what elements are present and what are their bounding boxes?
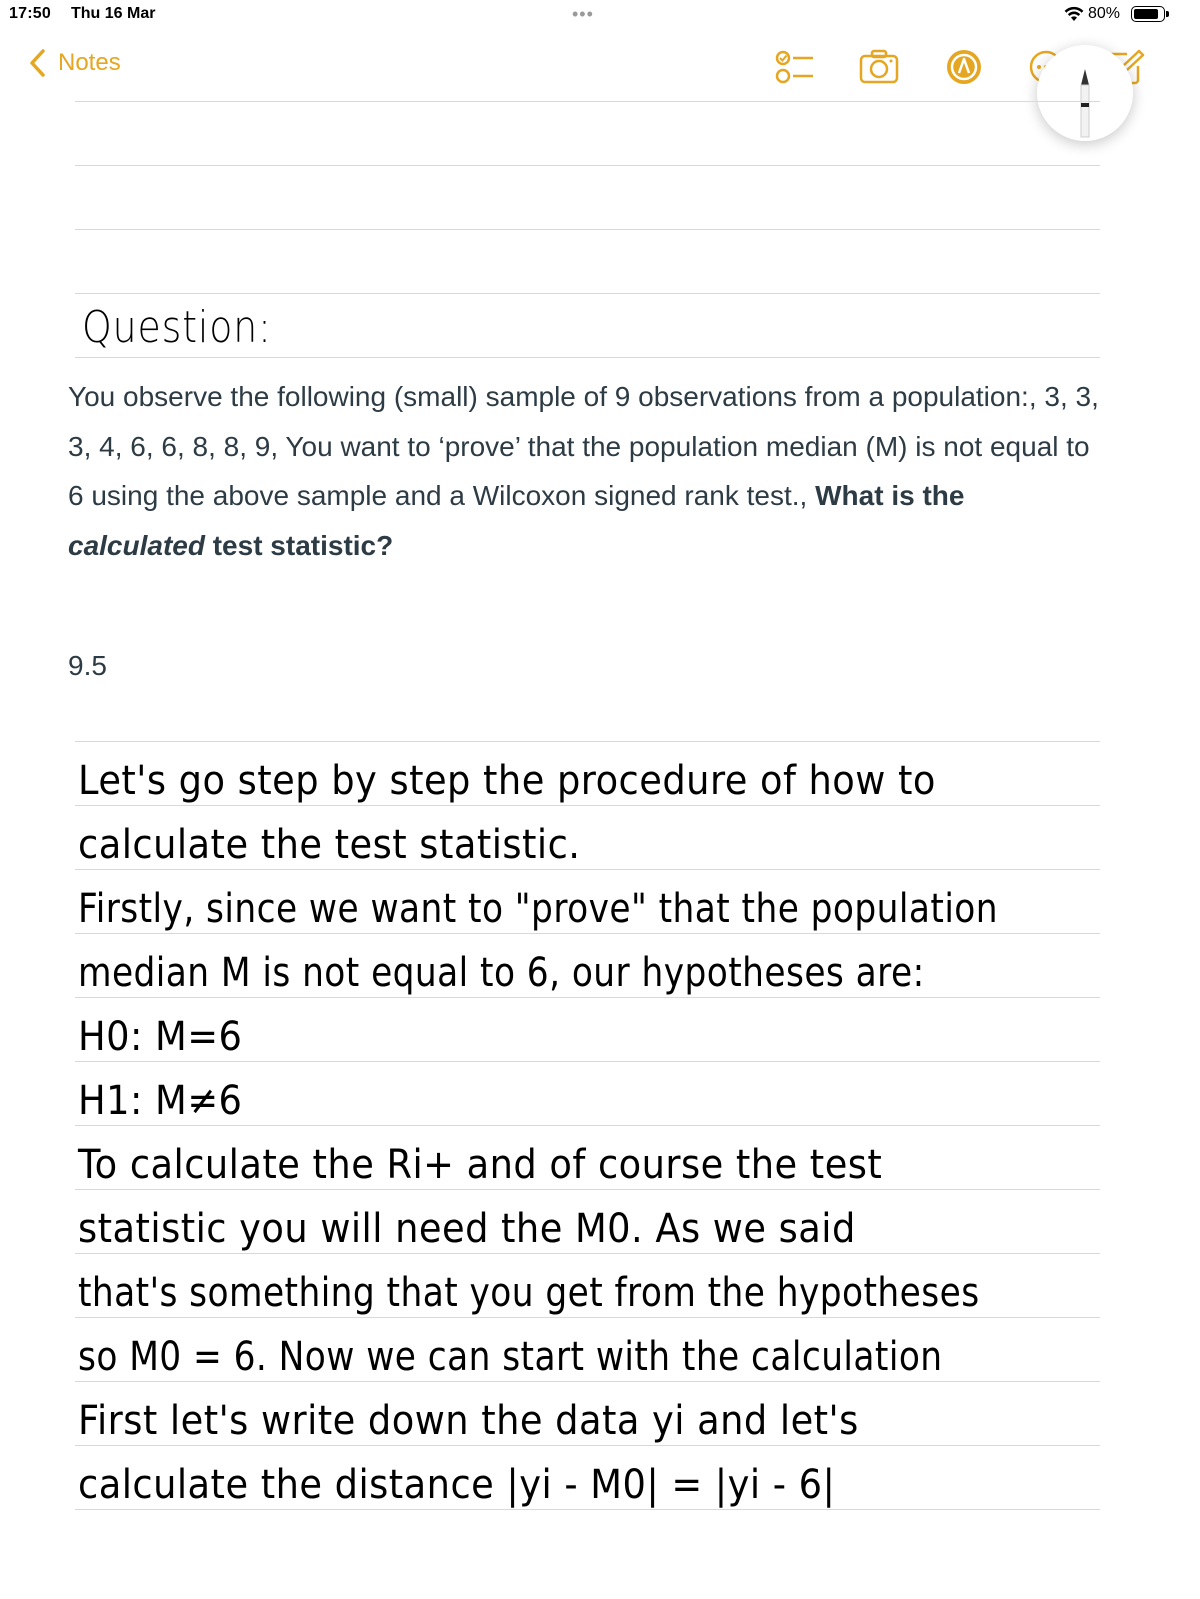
answer-value: 9.5 <box>68 650 107 681</box>
pencil-tool-bubble[interactable] <box>1037 45 1133 141</box>
checklist-icon <box>775 48 817 86</box>
ruled-line <box>75 229 1100 230</box>
ruled-line <box>75 933 1100 934</box>
ruled-line <box>75 805 1100 806</box>
battery-icon <box>1131 6 1165 22</box>
ruled-line <box>75 165 1100 166</box>
question-body: You observe the following (small) sample of 9 observations from a population:, 3, 3, 3, 4, 6, 6, 8, 8, 9, You want to ‘prove’ that the population median (M) is not equal to 6 using the above sample and a Wilcoxon signed rank test., <box>68 381 1099 511</box>
status-time: 17:50 <box>9 5 51 22</box>
question-bold-italic: calculated <box>68 529 205 561</box>
ruled-line <box>75 741 1100 742</box>
handwritten-line: Let's go step by step the procedure of how to <box>78 758 936 804</box>
pencil-icon <box>1037 45 1133 141</box>
handwritten-line: that's something that you get from the hypotheses <box>78 1270 980 1316</box>
ruled-line <box>75 1125 1100 1126</box>
handwritten-line: H0: M=6 <box>78 1014 243 1060</box>
ruled-line <box>75 1317 1100 1318</box>
handwritten-line: Firstly, since we want to "prove" that the population <box>78 886 999 932</box>
checklist-button[interactable] <box>775 48 817 86</box>
markup-icon <box>943 48 985 86</box>
question-text <box>68 372 1108 570</box>
status-bar <box>0 0 1200 30</box>
ruled-line <box>75 101 1100 102</box>
status-date: Thu 16 Mar <box>71 5 156 22</box>
handwritten-line: H1: M≠6 <box>78 1078 243 1124</box>
question-bold-a: What is the <box>815 480 965 511</box>
markup-button[interactable] <box>943 48 985 86</box>
camera-icon <box>858 48 900 86</box>
handwritten-line: First let's write down the data yi and let's <box>78 1398 859 1444</box>
handwritten-line: median M is not equal to 6, our hypotheses are: <box>78 950 925 996</box>
ruled-line <box>75 869 1100 870</box>
chevron-left-icon <box>28 48 48 78</box>
question-heading: Question: <box>82 302 272 353</box>
question-bold-b: test statistic? <box>212 529 394 561</box>
handwritten-line: so M0 = 6. Now we can start with the calculation <box>78 1334 943 1380</box>
ruled-line <box>75 1509 1100 1510</box>
ruled-line <box>75 1061 1100 1062</box>
ruled-line <box>75 357 1100 358</box>
ruled-line <box>75 293 1100 294</box>
back-button[interactable] <box>28 48 121 78</box>
back-label: Notes <box>58 49 121 76</box>
camera-button[interactable] <box>858 48 900 86</box>
ruled-line <box>75 1445 1100 1446</box>
handwritten-line: To calculate the Ri+ and of course the test <box>78 1142 883 1188</box>
battery-percent: 80% <box>1088 5 1121 22</box>
wifi-icon <box>1064 6 1084 22</box>
handwritten-line: calculate the distance |yi - M0| = |yi - 6| <box>78 1462 836 1508</box>
nav-bar <box>0 40 1200 96</box>
ruled-line <box>75 1253 1100 1254</box>
ruled-line <box>75 1189 1100 1190</box>
handwritten-line: statistic you will need the M0. As we said <box>78 1206 856 1252</box>
handwritten-line: calculate the test statistic. <box>78 822 581 868</box>
ruled-line <box>75 1381 1100 1382</box>
multitasking-dots[interactable]: ••• <box>572 4 594 24</box>
ruled-line <box>75 997 1100 998</box>
